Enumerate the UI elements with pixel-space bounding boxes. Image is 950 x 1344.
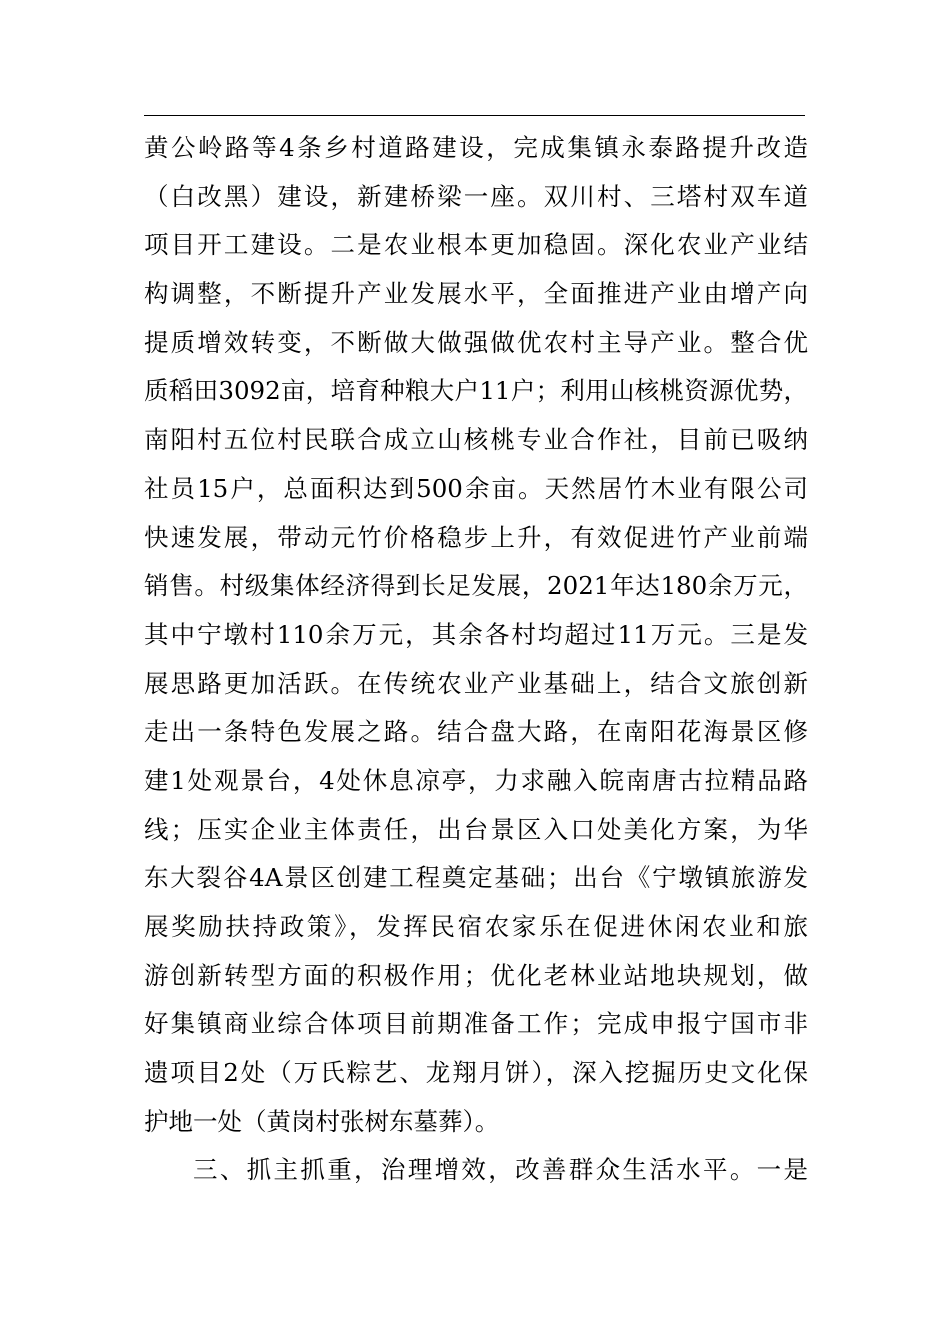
text-line: 质稻田3092亩，培育种粮大户11户；利用山核桃资源优势， [144, 376, 808, 406]
paragraph-end-line: 护地一处（黄岗村张树东墓葬）。 [144, 1106, 500, 1136]
text-line: 好集镇商业综合体项目前期准备工作；完成申报宁国市非 [144, 1009, 808, 1039]
text-line: 游创新转型方面的积极作用；优化老林业站地块规划，做 [144, 960, 808, 990]
text-line: 其中宁墩村110余万元，其余各村均超过11万元。三是发 [144, 619, 808, 649]
text-line: 遗项目2处（万氏粽艺、龙翔月饼），深入挖掘历史文化保 [144, 1058, 808, 1088]
text-line: 建1处观景台，4处休息凉亭，力求融入皖南唐古拉精品路 [144, 765, 808, 795]
text-line: 快速发展，带动元竹价格稳步上升，有效促进竹产业前端 [144, 522, 808, 552]
text-line: 社员15户，总面积达到500余亩。天然居竹木业有限公司 [144, 473, 808, 503]
body-text [144, 124, 808, 1195]
text-line: 走出一条特色发展之路。结合盘大路，在南阳花海景区修 [144, 717, 808, 747]
text-line: 东大裂谷4A景区创建工程奠定基础；出台《宁墩镇旅游发 [144, 863, 808, 893]
text-line: 展思路更加活跃。在传统农业产业基础上，结合文旅创新 [144, 668, 808, 698]
header-rule [144, 115, 805, 116]
text-line: 南阳村五位村民联合成立山核桃专业合作社，目前已吸纳 [144, 425, 808, 455]
text-line: 构调整，不断提升产业发展水平，全面推进产业由增产向 [144, 279, 808, 309]
text-line: （白改黑）建设，新建桥梁一座。双川村、三塔村双车道 [144, 181, 808, 211]
text-line: 项目开工建设。二是农业根本更加稳固。深化农业产业结 [144, 230, 808, 260]
text-line: 线；压实企业主体责任，出台景区入口处美化方案，为华 [144, 814, 808, 844]
section-heading-line: 三、抓主抓重，治理增效，改善群众生活水平。一是 [193, 1155, 808, 1185]
text-line: 提质增效转变，不断做大做强做优农村主导产业。整合优 [144, 327, 808, 357]
text-line: 销售。村级集体经济得到长足发展，2021年达180余万元， [144, 571, 808, 601]
text-line: 展奖励扶持政策》，发挥民宿农家乐在促进休闲农业和旅 [144, 912, 808, 941]
text-line: 黄公岭路等4条乡村道路建设，完成集镇永泰路提升改造 [144, 133, 808, 162]
